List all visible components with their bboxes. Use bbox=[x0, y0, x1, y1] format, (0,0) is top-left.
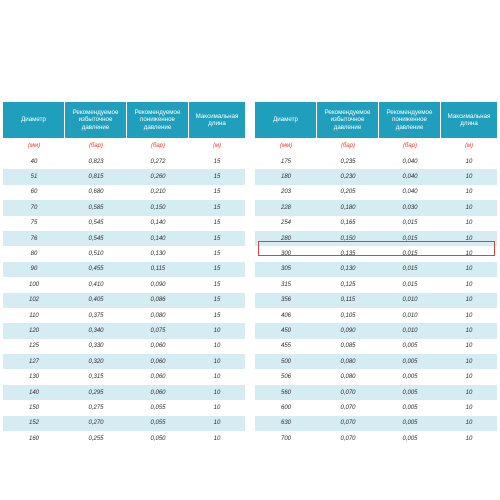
unit-mm: (мм) bbox=[27, 143, 41, 149]
table-row bbox=[3, 169, 245, 184]
table-cell: 0,330 bbox=[88, 343, 104, 350]
table-row bbox=[255, 369, 497, 384]
table-cell: 0,230 bbox=[340, 174, 356, 181]
table-cell: 0,275 bbox=[88, 404, 104, 411]
unit-bar: (бар) bbox=[88, 143, 104, 149]
table-cell: 51 bbox=[30, 174, 38, 181]
table-row bbox=[3, 431, 245, 446]
table-cell: 506 bbox=[280, 374, 291, 381]
table-cell: 10 bbox=[465, 204, 473, 211]
table-cell: 10 bbox=[465, 420, 473, 427]
table-cell: 630 bbox=[280, 420, 291, 427]
table-cell: 76 bbox=[30, 235, 38, 242]
header-diameter: Диаметр bbox=[3, 102, 65, 138]
table-cell: 0,060 bbox=[150, 343, 166, 350]
table-cell: 600 bbox=[280, 404, 291, 411]
table-cell: 70 bbox=[30, 204, 38, 211]
table-cell: 10 bbox=[465, 327, 473, 334]
table-cell: 0,340 bbox=[88, 327, 104, 334]
table-row bbox=[3, 262, 245, 277]
table-right bbox=[255, 102, 497, 446]
table-cell: 0,115 bbox=[340, 297, 356, 304]
table-cell: 15 bbox=[213, 189, 221, 196]
table-cell: 15 bbox=[213, 174, 221, 181]
table-cell: 0,005 bbox=[402, 404, 418, 411]
table-cell: 300 bbox=[280, 251, 291, 258]
header-overpressure: Рекомендуемое избыточное давление bbox=[317, 102, 379, 138]
table-cell: 254 bbox=[280, 220, 291, 227]
table-cell: 500 bbox=[280, 358, 291, 365]
table-left bbox=[3, 102, 245, 446]
table-row bbox=[255, 262, 497, 277]
table-row bbox=[3, 416, 245, 431]
table-row bbox=[3, 385, 245, 400]
table-cell: 450 bbox=[280, 327, 291, 334]
table-body bbox=[3, 154, 245, 446]
header-underpressure: Рекомендуемое пониженное давление bbox=[127, 102, 189, 138]
unit-m: (м) bbox=[212, 143, 222, 149]
table-row bbox=[255, 400, 497, 415]
table-cell: 0,115 bbox=[150, 266, 166, 273]
table-cell: 203 bbox=[280, 189, 291, 196]
table-cell: 0,130 bbox=[340, 266, 356, 273]
table-cell: 0,545 bbox=[88, 235, 104, 242]
units-row bbox=[255, 138, 497, 154]
table-cell: 0,320 bbox=[88, 358, 104, 365]
table-cell: 406 bbox=[280, 312, 291, 319]
table-cell: 0,165 bbox=[340, 220, 356, 227]
table-cell: 0,060 bbox=[150, 358, 166, 365]
table-cell: 15 bbox=[213, 204, 221, 211]
table-cell: 0,005 bbox=[402, 374, 418, 381]
table-cell: 10 bbox=[465, 189, 473, 196]
unit-bar: (бар) bbox=[402, 143, 418, 149]
table-cell: 0,015 bbox=[402, 266, 418, 273]
table-row bbox=[3, 231, 245, 246]
table-cell: 0,040 bbox=[402, 189, 418, 196]
table-cell: 0,272 bbox=[150, 158, 166, 165]
table-cell: 0,070 bbox=[340, 404, 356, 411]
table-cell: 152 bbox=[28, 420, 39, 427]
header-overpressure: Рекомендуемое избыточное давление bbox=[65, 102, 127, 138]
table-cell: 150 bbox=[28, 404, 39, 411]
table-cell: 10 bbox=[465, 220, 473, 227]
table-cell: 0,040 bbox=[402, 158, 418, 165]
table-cell: 10 bbox=[465, 174, 473, 181]
table-cell: 15 bbox=[213, 266, 221, 273]
table-cell: 0,005 bbox=[402, 358, 418, 365]
table-cell: 10 bbox=[465, 404, 473, 411]
table-body bbox=[255, 154, 497, 446]
table-row bbox=[3, 246, 245, 261]
table-cell: 15 bbox=[213, 235, 221, 242]
table-cell: 175 bbox=[280, 158, 291, 165]
unit-bar: (бар) bbox=[340, 143, 356, 149]
table-cell: 10 bbox=[213, 389, 221, 396]
table-cell: 10 bbox=[465, 374, 473, 381]
header-underpressure: Рекомендуемое пониженное давление bbox=[379, 102, 441, 138]
table-cell: 0,010 bbox=[402, 327, 418, 334]
table-cell: 10 bbox=[465, 235, 473, 242]
table-cell: 10 bbox=[465, 158, 473, 165]
table-cell: 0,086 bbox=[150, 297, 166, 304]
table-cell: 0,140 bbox=[150, 220, 166, 227]
table-cell: 0,015 bbox=[402, 235, 418, 242]
table-cell: 0,060 bbox=[150, 389, 166, 396]
table-cell: 0,050 bbox=[150, 435, 166, 442]
header-max-length: Максимальная длина bbox=[447, 112, 491, 127]
table-cell: 0,410 bbox=[88, 281, 104, 288]
table-row bbox=[255, 293, 497, 308]
table-cell: 102 bbox=[28, 297, 39, 304]
table-cell: 10 bbox=[465, 343, 473, 350]
unit-m: (м) bbox=[464, 143, 474, 149]
table-cell: 10 bbox=[213, 420, 221, 427]
table-row bbox=[3, 400, 245, 415]
table-row bbox=[3, 369, 245, 384]
table-cell: 0,180 bbox=[340, 204, 356, 211]
table-cell: 120 bbox=[28, 327, 39, 334]
table-cell: 100 bbox=[28, 281, 39, 288]
table-cell: 180 bbox=[280, 174, 291, 181]
table-cell: 0,375 bbox=[88, 312, 104, 319]
table-row bbox=[255, 308, 497, 323]
table-cell: 10 bbox=[213, 358, 221, 365]
table-row bbox=[3, 293, 245, 308]
table-cell: 0,010 bbox=[402, 312, 418, 319]
table-cell: 0,075 bbox=[150, 327, 166, 334]
table-cell: 80 bbox=[30, 251, 38, 258]
table-row bbox=[255, 323, 497, 338]
table-cell: 15 bbox=[213, 281, 221, 288]
table-header bbox=[3, 102, 245, 138]
table-cell: 60 bbox=[30, 189, 38, 196]
table-cell: 0,405 bbox=[88, 297, 104, 304]
table-row bbox=[255, 354, 497, 369]
table-row bbox=[255, 185, 497, 200]
table-cell: 0,015 bbox=[402, 281, 418, 288]
table-cell: 0,090 bbox=[340, 327, 356, 334]
table-cell: 0,295 bbox=[88, 389, 104, 396]
table-cell: 90 bbox=[30, 266, 38, 273]
table-cell: 0,070 bbox=[340, 420, 356, 427]
table-header bbox=[255, 102, 497, 138]
table-cell: 10 bbox=[465, 435, 473, 442]
table-cell: 560 bbox=[280, 389, 291, 396]
table-cell: 15 bbox=[213, 251, 221, 258]
table-cell: 0,150 bbox=[340, 235, 356, 242]
highlight-box bbox=[258, 241, 495, 256]
unit-bar: (бар) bbox=[150, 143, 166, 149]
table-cell: 10 bbox=[465, 281, 473, 288]
table-cell: 0,105 bbox=[340, 312, 356, 319]
table-cell: 0,060 bbox=[150, 374, 166, 381]
table-cell: 0,005 bbox=[402, 343, 418, 350]
table-cell: 40 bbox=[30, 158, 38, 165]
table-cell: 0,140 bbox=[150, 235, 166, 242]
table-row bbox=[255, 154, 497, 169]
table-row bbox=[3, 323, 245, 338]
table-cell: 10 bbox=[213, 327, 221, 334]
table-cell: 0,455 bbox=[88, 266, 104, 273]
table-cell: 0,005 bbox=[402, 389, 418, 396]
table-cell: 0,080 bbox=[340, 374, 356, 381]
table-cell: 356 bbox=[280, 297, 291, 304]
header-max-length: Максимальная длина bbox=[195, 112, 239, 127]
table-cell: 10 bbox=[213, 374, 221, 381]
table-cell: 15 bbox=[213, 220, 221, 227]
table-row bbox=[255, 216, 497, 231]
table-cell: 127 bbox=[28, 358, 39, 365]
table-cell: 10 bbox=[213, 435, 221, 442]
table-cell: 0,015 bbox=[402, 251, 418, 258]
table-cell: 0,055 bbox=[150, 404, 166, 411]
table-cell: 0,005 bbox=[402, 420, 418, 427]
table-cell: 0,135 bbox=[340, 251, 356, 258]
table-row bbox=[3, 154, 245, 169]
table-row bbox=[3, 216, 245, 231]
table-cell: 15 bbox=[213, 312, 221, 319]
table-cell: 10 bbox=[213, 343, 221, 350]
table-row bbox=[3, 339, 245, 354]
table-row bbox=[255, 416, 497, 431]
table-cell: 228 bbox=[280, 204, 291, 211]
table-cell: 0,545 bbox=[88, 220, 104, 227]
table-cell: 0,585 bbox=[88, 204, 104, 211]
table-row bbox=[255, 200, 497, 215]
table-cell: 15 bbox=[213, 158, 221, 165]
table-cell: 305 bbox=[280, 266, 291, 273]
table-cell: 315 bbox=[280, 281, 291, 288]
table-row bbox=[3, 354, 245, 369]
table-cell: 0,080 bbox=[150, 312, 166, 319]
table-row bbox=[255, 385, 497, 400]
table-cell: 0,040 bbox=[402, 174, 418, 181]
table-row bbox=[3, 277, 245, 292]
table-cell: 0,070 bbox=[340, 389, 356, 396]
table-cell: 0,315 bbox=[88, 374, 104, 381]
table-cell: 10 bbox=[465, 297, 473, 304]
table-cell: 110 bbox=[29, 312, 39, 319]
table-cell: 10 bbox=[465, 251, 473, 258]
table-cell: 0,270 bbox=[88, 420, 104, 427]
table-cell: 0,070 bbox=[340, 435, 356, 442]
table-cell: 10 bbox=[213, 404, 221, 411]
table-cell: 0,090 bbox=[150, 281, 166, 288]
table-cell: 10 bbox=[465, 358, 473, 365]
units-row bbox=[3, 138, 245, 154]
table-cell: 15 bbox=[213, 297, 221, 304]
table-cell: 0,210 bbox=[150, 189, 166, 196]
table-row bbox=[255, 431, 497, 446]
table-cell: 0,510 bbox=[88, 251, 104, 258]
table-cell: 10 bbox=[465, 312, 473, 319]
table-cell: 0,205 bbox=[340, 189, 356, 196]
table-row bbox=[255, 339, 497, 354]
table-cell: 160 bbox=[28, 435, 39, 442]
table-row bbox=[255, 169, 497, 184]
table-cell: 0,010 bbox=[402, 297, 418, 304]
table-cell: 280 bbox=[280, 235, 291, 242]
table-cell: 0,130 bbox=[150, 251, 166, 258]
table-cell: 0,680 bbox=[88, 189, 104, 196]
table-cell: 0,015 bbox=[402, 220, 418, 227]
table-cell: 0,255 bbox=[88, 435, 104, 442]
table-cell: 700 bbox=[280, 435, 291, 442]
table-cell: 0,080 bbox=[340, 358, 356, 365]
table-cell: 125 bbox=[28, 343, 39, 350]
table-row bbox=[3, 185, 245, 200]
table-cell: 140 bbox=[28, 389, 39, 396]
table-cell: 75 bbox=[30, 220, 38, 227]
table-cell: 0,085 bbox=[340, 343, 356, 350]
table-cell: 455 bbox=[280, 343, 291, 350]
table-cell: 0,005 bbox=[402, 435, 418, 442]
table-row bbox=[255, 277, 497, 292]
table-cell: 0,150 bbox=[150, 204, 166, 211]
table-cell: 10 bbox=[465, 389, 473, 396]
table-cell: 0,030 bbox=[402, 204, 418, 211]
table-cell: 0,823 bbox=[88, 158, 104, 165]
table-cell: 0,235 bbox=[340, 158, 356, 165]
unit-mm: (мм) bbox=[279, 143, 293, 149]
table-cell: 10 bbox=[465, 266, 473, 273]
table-cell: 0,260 bbox=[150, 174, 166, 181]
table-row bbox=[3, 308, 245, 323]
table-cell: 0,815 bbox=[88, 174, 104, 181]
table-row bbox=[3, 200, 245, 215]
table-cell: 0,055 bbox=[150, 420, 166, 427]
table-cell: 0,125 bbox=[340, 281, 356, 288]
table-cell: 130 bbox=[28, 374, 39, 381]
header-diameter: Диаметр bbox=[255, 102, 317, 138]
